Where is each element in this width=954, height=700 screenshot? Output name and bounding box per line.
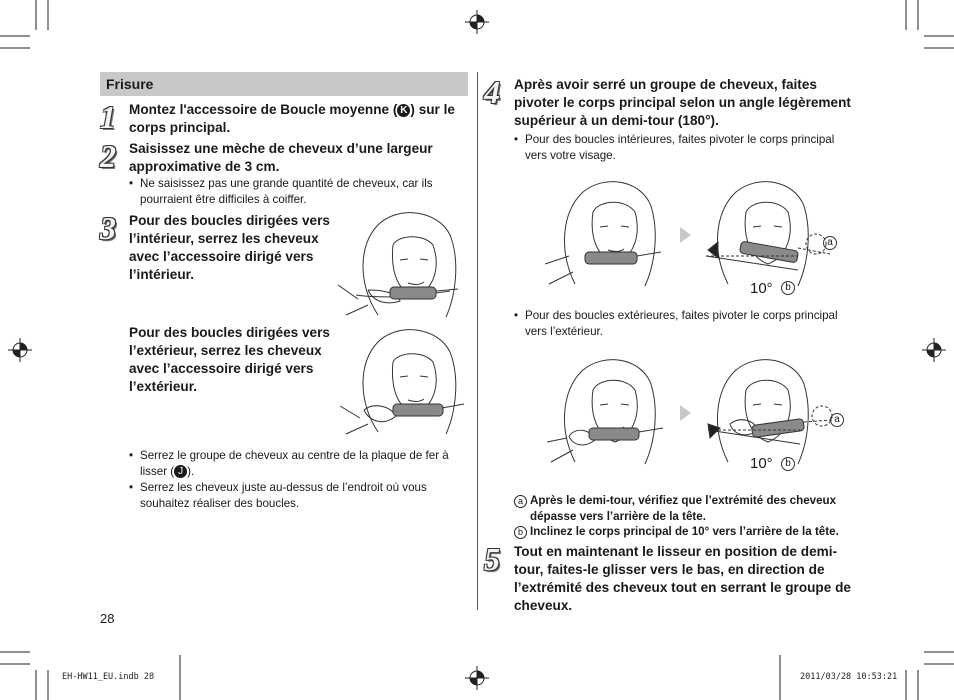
step-4-bullet-inner: • Pour des boucles intérieures, faites pivoter le corps principal vers votre visage. (514, 132, 854, 163)
step-3-text-inner: Pour des boucles dirigées vers l’intérieur, serrez les cheveux avec l’accessoire dirigé vers l’intérieur. (129, 213, 330, 282)
illustration-outward-curl (338, 322, 466, 440)
step-3-bullet-1-b: ). (187, 464, 195, 478)
illustration-inner-before (545, 172, 665, 290)
illustration-outer-after (700, 350, 845, 468)
sequence-arrow-1 (680, 227, 691, 243)
illustration-outer-before (545, 350, 665, 468)
note-a (514, 493, 859, 524)
column-divider (477, 72, 478, 610)
step-1-text-b: ) sur le corps principal. (129, 102, 455, 135)
step-number-3: 3 (100, 210, 116, 246)
note-b-marker: b (514, 526, 527, 539)
step-number-5: 5 (484, 541, 500, 577)
label-b-bottom: b (781, 457, 795, 471)
footer-file: EH-HW11_EU.indb 28 (62, 672, 155, 682)
step-4-bullet-outer: • Pour des boucles extérieures, faites pivoter le corps principal vers l’extérieur. (514, 308, 854, 339)
label-b-top: b (781, 281, 795, 295)
step-number-2: 2 (100, 138, 116, 174)
step-3-text-outer: Pour des boucles dirigées vers l’extérieur, serrez les cheveux avec l’accessoire dirigé vers l’extérieur. (129, 325, 330, 394)
step-4-text: Après avoir serré un groupe de cheveux, faites pivoter le corps principal selon un angle légèrement supérieur à un demi-tour (180°). (514, 77, 851, 128)
step-number-4: 4 (484, 74, 500, 110)
step-number-1: 1 (100, 99, 116, 135)
label-a-bottom: a (830, 413, 844, 427)
step-3-bullet-1-a: Serrez le groupe de cheveux au centre de la plaque de fer à lisser ( (140, 449, 449, 478)
illustration-inner-after (700, 172, 845, 290)
step-2-bullet: • Ne saisissez pas une grande quantité de cheveux, car ils pourraient être difficiles à coiffer. (129, 176, 459, 207)
step-2-text: Saisissez une mèche de cheveux d’une largeur approximative de 3 cm. (129, 141, 433, 174)
section-title: Frisure (100, 72, 468, 96)
part-k-badge: K (397, 104, 410, 117)
step-5-text: Tout en maintenant le lisseur en position de demi-tour, faites-le glisser vers le bas, en direction de l’extrémité des cheveux tout en serrant le groupe de cheveux. (514, 544, 851, 613)
angle-label-top: 10° (750, 280, 773, 297)
footer-date: 2011/03/28 10:53:21 (800, 672, 898, 682)
step-3-bullet-2: • Serrez les cheveux juste au-dessus de l’endroit où vous souhaitez réaliser des boucles. (129, 480, 449, 511)
note-b (514, 524, 859, 540)
note-a-marker: a (514, 495, 527, 508)
note-b-text: Inclinez le corps principal de 10° vers l’arrière de la tête. (530, 525, 839, 538)
sequence-arrow-2 (680, 405, 691, 421)
note-a-text: Après le demi-tour, vérifiez que l’extrémité des cheveux dépasse vers l’arrière de la tête. (530, 494, 837, 523)
step-1-text-a: Montez l'accessoire de Boucle moyenne ( (129, 102, 398, 117)
angle-label-bottom: 10° (750, 455, 773, 472)
illustration-inward-curl (338, 205, 466, 323)
label-a-top: a (823, 236, 837, 250)
step-1-text (129, 101, 464, 137)
page-number: 28 (100, 611, 115, 626)
step-3-bullet-1 (129, 448, 464, 479)
part-j-badge: J (174, 465, 187, 478)
